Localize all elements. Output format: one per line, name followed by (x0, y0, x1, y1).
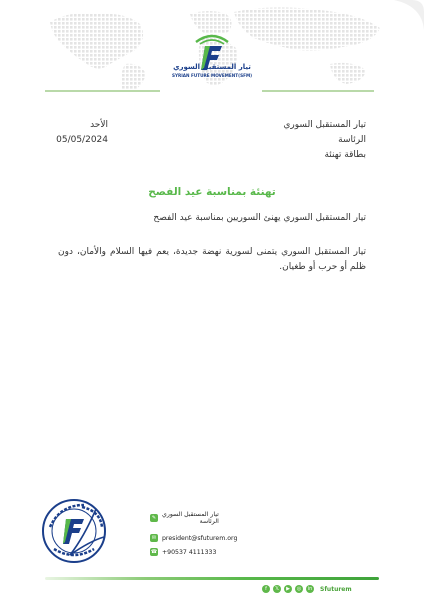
header-band-left (45, 90, 160, 92)
mail-icon: ✉ (151, 535, 157, 541)
sfm-seal (40, 497, 108, 565)
facebook-icon[interactable]: f (262, 585, 270, 593)
body-paragraph-2: تيار المستقبل السوري يتمنى لسورية نهضة جديدة، يعم فيها السلام والأمان، دون ظلم أو حرب أو طغيان. (58, 247, 366, 272)
brand-name-english: SYRIAN FUTURE MOVEMENT(SFM) (171, 73, 253, 78)
letter-date: 05/05/2024 (56, 135, 108, 145)
letter-title: تهنئة بمناسبة عيد الفصح (148, 186, 276, 198)
header-org: تيار المستقبل السوري (283, 120, 366, 130)
header-doc-type: بطاقة تهنئة (324, 150, 366, 160)
letter-header (283, 118, 366, 163)
contact-email[interactable]: president@sfuturem.org (162, 534, 238, 542)
x-icon[interactable]: 𝕏 (274, 586, 280, 592)
header-department: الرئاسة (338, 135, 366, 145)
header-band-right (262, 90, 374, 92)
body-paragraph-1: تيار المستقبل السوري يهنئ السوريين بمناسبة عيد الفصح (153, 213, 366, 223)
footer-line (45, 577, 379, 580)
instagram-icon[interactable]: ◎ (296, 586, 302, 592)
linkedin-icon[interactable]: in (307, 586, 313, 592)
phone-icon: ☎ (150, 549, 158, 555)
youtube-icon[interactable]: ▶ (284, 585, 292, 593)
social-links (262, 584, 352, 594)
letter-date-block (54, 118, 108, 148)
edit-icon: ✎ (151, 515, 157, 521)
social-handle[interactable]: Sfuturem (320, 585, 352, 593)
contact-email-row (150, 532, 237, 544)
brand-name-arabic: تيار المستقبل السوري (173, 63, 251, 71)
contact-phone[interactable]: +90537 4111333 (162, 548, 217, 556)
contact-phone-row (150, 546, 216, 558)
letter-day: الأحد (90, 120, 108, 130)
contact-department: الرئاسة (199, 518, 219, 525)
page-fold-corner (394, 0, 424, 30)
contact-org-row (150, 512, 219, 524)
contact-org: تيار المستقبل السوري (162, 511, 219, 518)
